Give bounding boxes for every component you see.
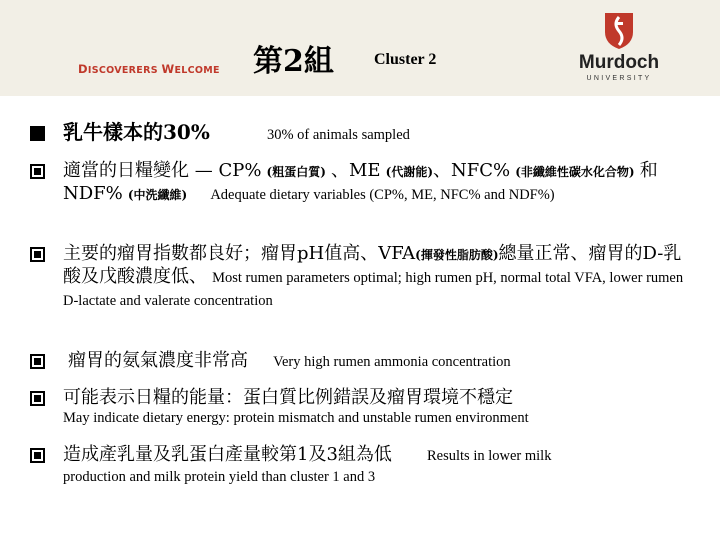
bullet-english-text: May indicate dietary energy: protein mismatch and unstable rumen environment: [63, 410, 529, 426]
hollow-square-bullet-icon: [30, 247, 45, 262]
bullet-chinese-text: 瘤胃的氨氣濃度非常高: [68, 350, 248, 371]
hollow-square-bullet-icon: [30, 391, 45, 406]
bullet-chinese-text: 乳牛樣本的30%: [63, 120, 210, 144]
bullet-chinese-text: 、ME: [330, 160, 381, 181]
bullet-english-text: Most rumen parameters optimal; high rumen pH, normal total VFA, lower rumen D-lactate and valerate concentration: [63, 270, 684, 309]
bullet-chinese-text: 適當的日糧變化 — CP%: [63, 160, 262, 181]
bullet-english-text: Adequate dietary variables (CP%, ME, NFC% and NDF%): [210, 187, 555, 203]
slide-title-english: Cluster 2: [374, 51, 437, 68]
bullet-chinese-note: (粗蛋白質): [266, 165, 326, 179]
slide-header: [0, 0, 720, 96]
bullet-chinese-text: 主要的瘤胃指數都良好；瘤胃pH值高、VFA: [63, 243, 416, 264]
logo-subtitle: UNIVERSITY: [586, 75, 652, 82]
murdoch-logo: [574, 12, 664, 86]
filled-square-bullet-icon: [30, 126, 45, 141]
bullet-english-text: 30% of animals sampled: [266, 127, 410, 143]
bullet-chinese-text: 可能表示日糧的能量：蛋白質比例錯誤及瘤胃環境不穩定: [63, 387, 513, 408]
logo-wordmark: Murdoch: [578, 52, 660, 73]
bullet-english-text: production and milk protein yield than cluster 1 and 3: [63, 469, 376, 485]
hollow-square-bullet-icon: [30, 164, 45, 179]
tagline: DISCOVERERS WELCOME: [78, 62, 220, 76]
crest-icon: [604, 12, 634, 50]
bullet-chinese-note: (非纖維性碳水化合物): [515, 165, 635, 179]
bullet-chinese-text: 總量正常、瘤胃的D-乳酸及戊酸濃度低、: [63, 243, 682, 287]
bullet-chinese-text: 造成產乳量及乳蛋白產量較第1及3組為低: [63, 444, 392, 465]
bullet-chinese-text: 和NDF%: [63, 160, 658, 204]
slide-title-chinese: 第2組: [253, 44, 334, 79]
bullet-chinese-note: (中洗纖維): [127, 188, 188, 202]
bullet-chinese-note: (揮發性脂肪酸): [415, 248, 499, 262]
bullet-chinese-text: 、NFC%: [433, 160, 511, 181]
bullet-english-text: Results in lower milk: [427, 448, 552, 464]
bullet-chinese-note: (代謝能): [385, 165, 434, 179]
bullet-english-text: Very high rumen ammonia concentration: [273, 354, 511, 370]
hollow-square-bullet-icon: [30, 448, 45, 463]
hollow-square-bullet-icon: [30, 354, 45, 369]
